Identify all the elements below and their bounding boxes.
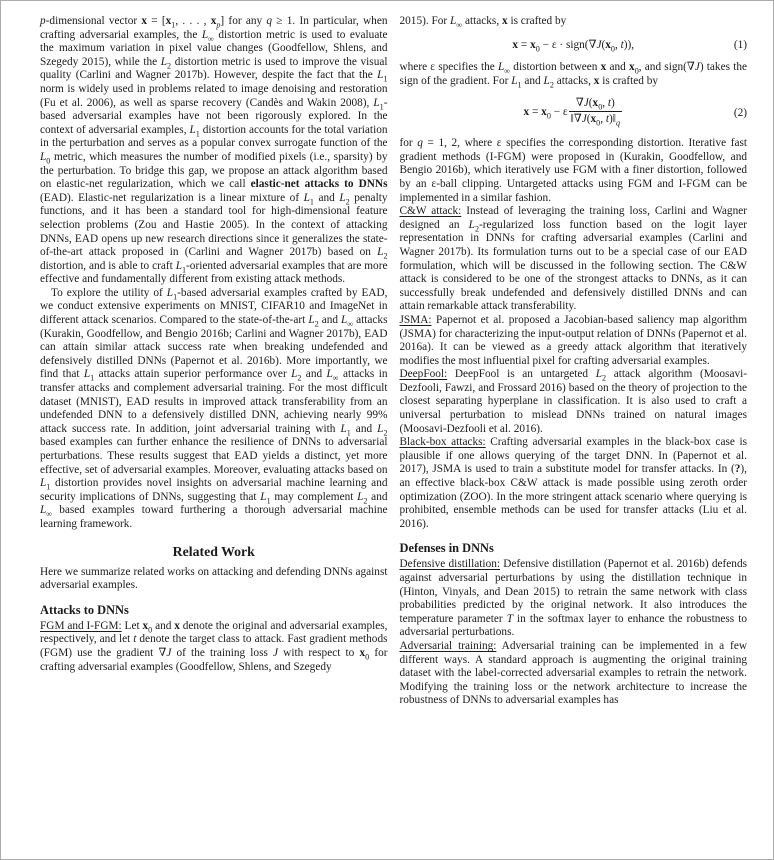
inline-b: x [141,15,148,27]
inline-u: Black-box attacks: [399,436,486,449]
inline-i: L [40,150,47,163]
inline-s: 2 [602,373,607,383]
inline-b: x [523,106,530,119]
inline-u: DeepFool: [399,368,448,381]
section-heading: Related Work [172,543,255,559]
right-column [400,15,748,859]
inline-b: ? [734,463,741,476]
inline-s: 2 [383,428,388,438]
inline-i: L [201,28,209,41]
inline-i: J [583,97,589,110]
inline-s: ∞ [504,66,511,76]
inline-i: t [605,112,610,125]
inline-i: L [450,15,457,27]
inline-i: L [468,218,475,231]
inline-s: 2 [383,251,388,261]
inline-b: x [530,39,536,51]
inline-i: q [266,15,273,27]
inline-i: q [417,137,423,150]
inline-i: L [291,368,298,381]
inline-i: L [166,286,174,299]
inline-i: L [83,368,91,381]
inline-s: 1 [181,264,187,274]
paragraph: Adversarial training: Adversarial training can be implemented in a few different ways. A standard approach is augmenting the original training dataset with the label-corrected adversarial examples to retrain the network. Modifying the training loss or the network architecture to increase the robustness of DNNs to adversarial examples has [399,639,747,707]
inline-i: L [511,74,518,87]
paragraph: FGM and I-FGM: Let $x_0$ and x denote the original and adversarial examples, respectively, and let t denote the target class to attack. Fast gradient methods (FGM) use the gradient ∇J of the training loss J with respect to $x_0$ for crafting adversarial examples (Goodfellow, Shlens, and Szegedy [40,619,388,673]
inline-s: ∞ [456,20,463,30]
inline-s: 1 [266,496,271,506]
inline-s: ∞ [347,319,354,329]
inline-i: L [595,368,603,381]
inline-i: L [341,314,348,327]
inline-i: L [377,246,384,259]
inline-s: 0 [365,652,370,662]
inline-i: J [581,112,587,125]
inline-b: x [593,74,600,87]
inline-s: 0 [634,66,639,76]
inline-s: 2 [314,319,319,329]
inline-i: J [166,646,172,659]
inline-b: elastic-net attacks to DNNs [250,178,388,191]
inline-s: 2 [167,61,172,71]
inline-i: L [40,504,47,517]
inline-s: ∞ [332,373,339,383]
inline-b: x [592,97,599,110]
inline-s: 2 [345,196,350,206]
inline-b: x [600,61,607,73]
inline-u: C&W attack: [399,205,462,218]
paragraph: DeepFool: DeepFool is an untargeted $L_2$ attack algorithm (Moosavi-Dezfooli, Fawzi, and Frossard 2016) based on the theory of projection to the closest separating hyperplane in classification. It is also used to craft a universal perturbation to mislead DNNs trained on natural images (Moosavi-Dezfooli et al. 2016). [399,368,748,435]
inline-i: L [340,422,347,435]
inline-s: ∞ [208,33,214,43]
inline-b: x [359,646,366,659]
inline-b: x [142,619,149,632]
inline-s: 1 [46,482,51,492]
inline-i: L [189,123,196,136]
paragraph: C&W attack: Instead of leveraging the training loss, Carlini and Wagner designed an $L_2$-regularized loss function based on the logit layer representation in DNNs for crafting adversarial examples (Carlini and Wagner 2017b). Its formulation turns out to be a special case of our EAD formulation, which will be discussed in the following section. The C&W attack is considered to be one of the strongest attacks to DNNs, as it can successfully break undefended and defensively distilled DNNs and can attain remarkable attack transferability. [399,205,748,313]
inline-i: L [377,69,384,82]
inline-s: 1 [379,101,384,111]
inline-s: 1 [173,292,178,302]
inline-s: 0 [546,111,551,121]
inline-i: J [596,39,602,51]
inline-s: 1 [90,373,95,383]
inline-i: t [133,633,137,646]
equation-number: (2) [733,106,747,119]
paragraph: Defensive distillation: Defensive distillation (Papernot et al. 2016b) defends against adversarial perturbations by using the distillation technique in (Hinton, Vinyals, and Dean 2015) to retrain the same network with class probabilities predicted by the original network. It also introduces the temperature parameter T in the softmax layer to enhance the robustness to adversarial perturbations. [399,558,747,639]
inline-s: 0 [598,102,603,112]
inline-i: L [308,314,315,327]
inline-s: 2 [363,496,368,506]
inline-i: L [377,422,384,435]
inline-s: 0 [148,625,153,634]
inline-u: JSMA: [399,313,432,326]
inline-i: J [694,61,700,73]
inline-i: L [339,191,346,204]
inline-i: J [273,646,279,659]
inline-s: 1 [383,74,388,84]
inline-s: 0 [596,117,601,127]
paragraph: Black-box attacks: Crafting adversarial examples in the black-box case is plausible if one allows querying of the target DNN. In (Papernot et al. 2017), JSMA is used to train a substitute model for transfer attacks. In (?), an effective black-box C&W attack is made possible using zeroth order optimization (ZOO). In the more stringent attack scenario where querying is prohibited, ensemble methods can be used for transfer attacks (Liu et al. 2016). [399,436,747,530]
inline-s: ∞ [46,509,53,519]
inline-i: L [260,490,267,503]
inline-s: 2 [474,224,479,233]
inline-si: p [216,20,221,30]
inline-i: T [506,612,513,625]
inline-b: x [541,106,547,119]
inline-i: L [303,191,310,204]
inline-b: x [605,39,611,51]
equation-body: $x = x_0 - \varepsilon$ $\frac{\nabla J(x_0, t)}{‖\nabla J(x_0, t)‖_q}$ [523,97,621,127]
equation [400,97,748,128]
inline-u: FGM and I-FGM: [40,619,122,632]
left-column [40,15,388,859]
paragraph: JSMA: Papernot et al. proposed a Jacobian-based saliency map algorithm (JSMA) for characterizing the input-output relation of DNNs (Papernot et al. 2016a). It can be viewed as a greedy attack algorithm that iteratively modifies the most influential pixel for crafting adversarial examples. [399,313,747,367]
inline-b: x [501,15,508,27]
equation-body: $x = x_0 - \varepsilon$ · $sign(\nabla J(x_0$, t)), [512,39,635,54]
paragraph: for q = 1, 2, where ε specifies the corresponding distortion. Iterative fast gradient methods (I-FGM) were proposed in (Kurakin, Goodfellow, and Bengio 2016b), which iteratively use FGM with a finer distortion, followed by an ε-ball clipping. Untargeted attacks using FGM and I-FGM can be implemented in a similar fashion. [399,137,748,204]
inline-i: L [357,490,364,503]
inline-b: x [629,61,635,73]
inline-s: 1 [309,196,314,206]
inline-s: 0 [535,44,540,54]
inline-u: Adversarial training: [399,639,497,652]
fraction: $\frac{\nabla J(x_0, t)}{‖\nabla J(x_0, t)‖_q}$ [570,97,621,127]
inline-i: t [607,97,612,110]
inline-b: x [174,619,180,632]
inline-u: Defensive distillation: [399,558,500,571]
inline-i: L [40,477,47,490]
equation [400,38,748,52]
inline-b: x [512,39,519,51]
inline-b: x [165,15,172,27]
inline-s: 1 [195,129,200,138]
paragraph: Here we summarize related works on attacking and defending DNNs against adversarial examples. [40,565,388,592]
paragraph: where ε specifies the $L_\infty$ distortion between x and $x_0$, and sign(∇J) takes the sign of the gradient. For $L_1$ and $L_2$ attacks, x is crafted by [399,61,747,89]
inline-b: x [210,15,217,27]
inline-b: x [590,112,597,125]
paragraph: To explore the utility of $L_1$-based adversarial examples crafted by EAD, we conduct extensive experiments on MNIST, CIFAR10 and ImageNet in different attack scenarios. Compared to the state-of-the-art $L_2$ and $L_\infty$ attacks (Kurakin, Goodfellow, and Bengio 2016b; Carlini and Wagner 2017b), EAD can attain similar attack success rate when breaking undefended and defensively distilled DNNs (Papernot et al. 2016b). More importantly, we find that $L_1$ attacks attain superior performance over $L_2$ and $L_\infty$ attacks in transfer attacks and complement adversarial training. For the most difficult dataset (MNIST), EAD results in improved attack transferability from an undefended DNN to a defensively distilled DNN, achieving nearly 99% attack success rate. In addition, joint adversarial training with $L_1$ and $L_2$ based examples can further enhance the resilience of DNNs to adversarial perturbations. These results suggest that EAD yields a distinct, yet more effective, set of adversarial examples. Moreover, evaluating attacks based on $L_1$ distortion provides novel insights on adversarial machine learning and security implications of DNNs, suggesting that $L_1$ may complement $L_2$ and $L_\infty$ based examples toward furthering a thorough adversarial machine learning framework. [40,286,388,530]
paragraph: p-dimensional vector $x = [x_1$, . . . , $x_p$] for any q ≥ 1. In particular, when crafting adversarial examples, the $L_\infty$ distortion metric is used to evaluate the maximum variation in pixel value changes (Goodfellow, Shlens, and Szegedy 2015), while the $L_2$ distortion metric is used to improve the visual quality (Carlini and Wagner 2017b). However, despite the fact that the $L_1$ norm is widely used in problems related to image denoising and restoration (Fu et al. 2006), as well as sparse recovery (Candès and Wakin 2008), $L_1$-based adversarial examples have not been rigorously explored. In the context of adversarial examples, $L_1$ distortion accounts for the total variation in the perturbation and serves as a popular convex surrogate function of the $L_0$ metric, which measures the number of modified pixels (i.e., sparsity) by the perturbation. To bridge this gap, we propose an attack algorithm based on elastic-net regularization, which we call elastic-net attacks to DNNs (EAD). Elastic-net regularization is a linear mixture of $L_1$ and $L_2$ penalty functions, and it has been a standard tool for high-dimensional feature selection problems (Zou and Hastie 2005). In the context of attacking DNNs, EAD opens up new research directions since it generalizes the state-of-the-art attack proposed in (Carlini and Wagner 2017b) based on $L_2$ distortion, and is able to craft $L_1$-oriented adversarial examples that are more effective and fundamentally different from existing attack methods. [40,15,388,286]
equation-number: (1) [733,38,747,51]
inline-i: L [175,259,182,272]
inline-s: 0 [46,156,51,166]
inline-i: L [373,96,380,109]
paragraph: 2015). For $L_\infty$ attacks, x is crafted by [399,15,567,30]
inline-i: t [620,39,624,51]
inline-s: 1 [171,20,176,30]
inline-i: L [543,74,550,87]
inline-s: 2 [549,79,554,89]
inline-i: L [326,368,333,381]
inline-si: q [615,117,621,127]
inline-s: 1 [346,428,351,438]
inline-i: L [498,61,505,73]
subsection-heading: Attacks to DNNs [40,602,129,617]
inline-i: p [40,15,46,27]
inline-s: 1 [517,79,522,89]
inline-s: 0 [610,44,615,54]
subsection-heading: Defenses in DNNs [399,541,494,556]
inline-s: 2 [297,373,302,383]
inline-i: L [160,55,168,68]
